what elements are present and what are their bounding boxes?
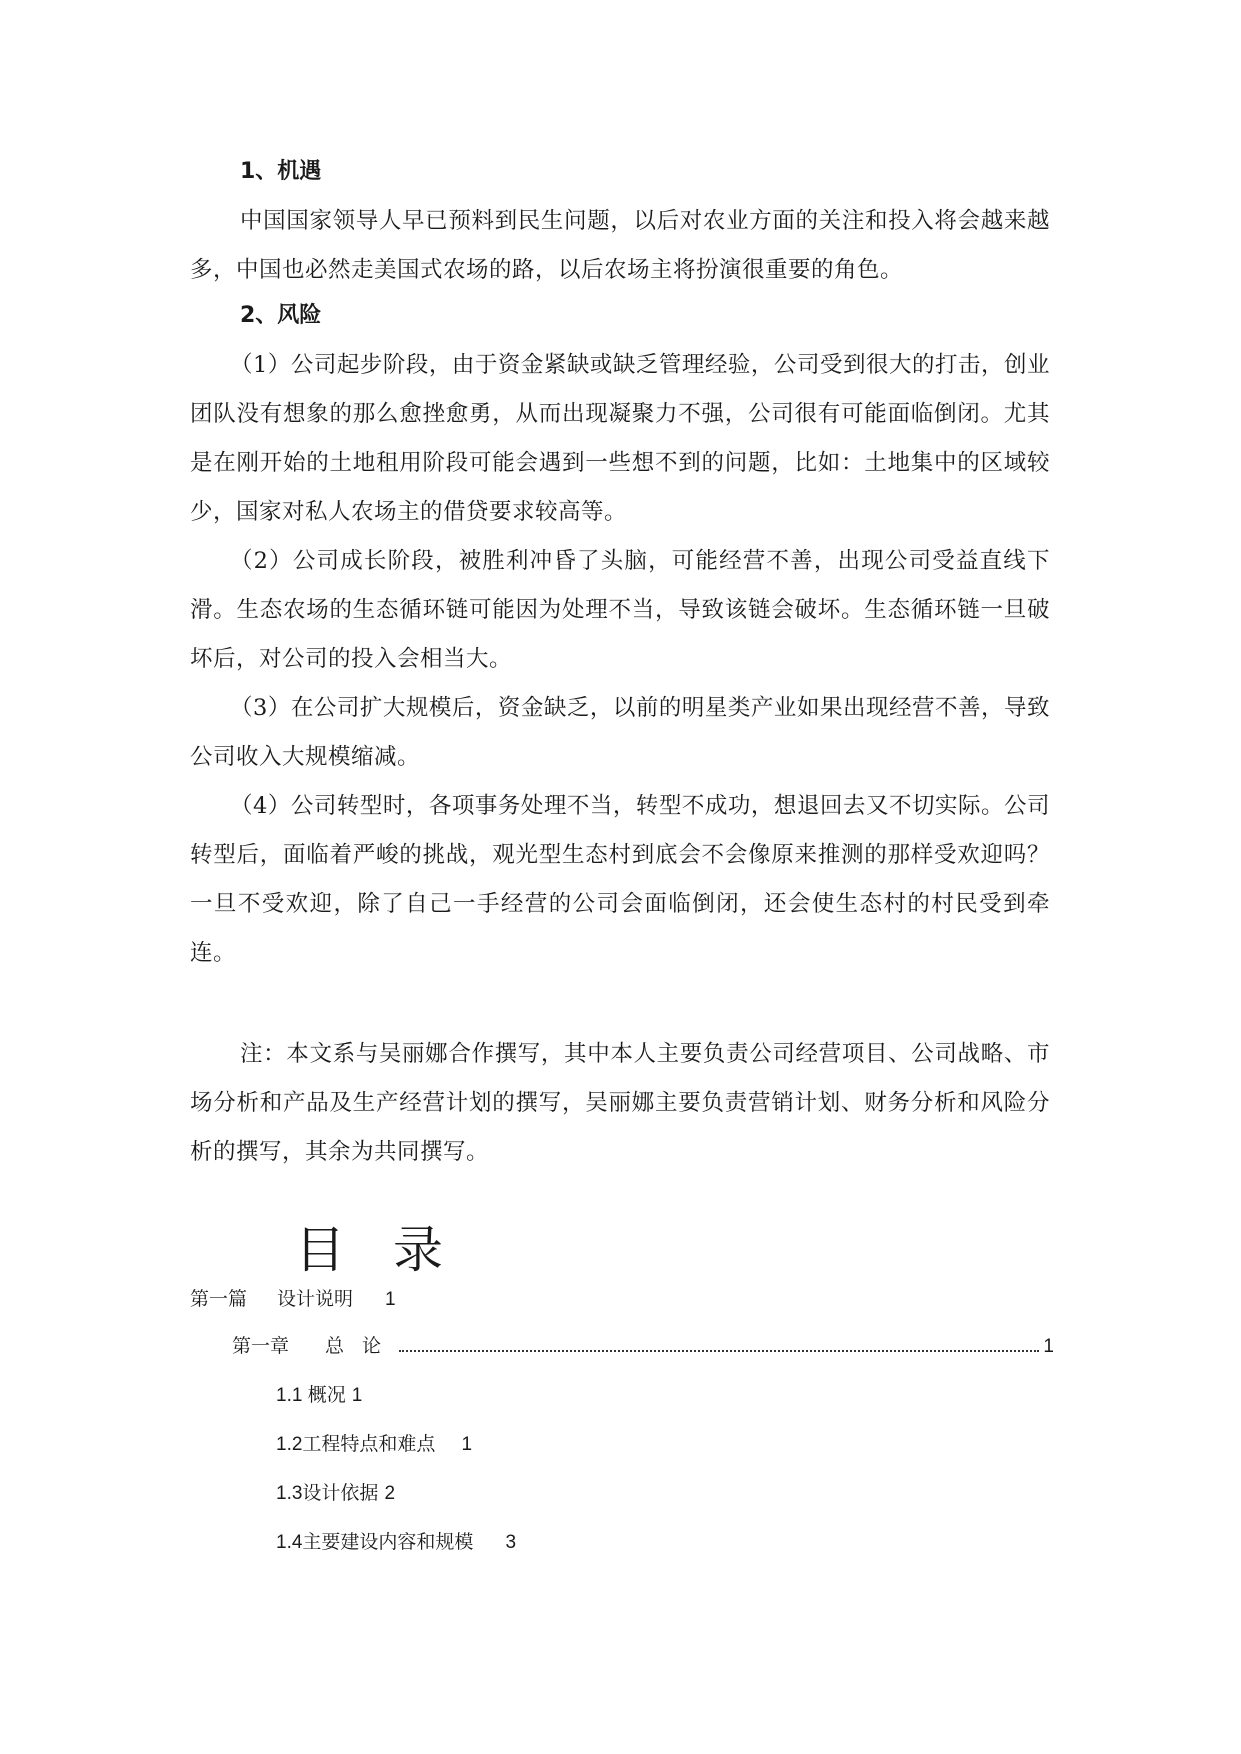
authorship-note: 注：本文系与吴丽娜合作撰写，其中本人主要负责公司经营项目、公司战略、市场分析和产品及生产经营计划的撰写，吴丽娜主要负责营销计划、财务分析和风险分析的撰写，其余为共同撰写。 bbox=[190, 1041, 1050, 1165]
toc-entry-part[interactable] bbox=[190, 1287, 396, 1313]
toc-entry-section[interactable] bbox=[276, 1481, 395, 1507]
paragraph-risk-4: （4）公司转型时，各项事务处理不当，转型不成功，想退回去又不切实际。公司转型后，面临着严峻的挑战，观光型生态村到底会不会像原来推测的那样受欢迎吗？一旦不受欢迎，除了自己一手经营的公司会面临倒闭，还会使生态村的村民受到牵连。 bbox=[190, 793, 1050, 966]
paragraph-risk-3: （3）在公司扩大规模后，资金缺乏，以前的明星类产业如果出现经营不善，导致公司收入大规模缩减。 bbox=[190, 695, 1050, 770]
toc-part-page: 1 bbox=[385, 1289, 396, 1310]
section-heading-risk: 2、风险 bbox=[240, 303, 322, 328]
toc-section-page: 1 bbox=[351, 1385, 363, 1406]
section-heading-opportunity: 1、机遇 bbox=[240, 159, 322, 184]
toc-part-number: 第一篇 bbox=[190, 1289, 248, 1310]
paragraph-opportunity: 中国国家领导人早已预料到民生问题，以后对农业方面的关注和投入将会越来越多，中国也必然走美国式农场的路，以后农场主将扮演很重要的角色。 bbox=[190, 208, 1050, 283]
body-content bbox=[190, 155, 1050, 1177]
toc-entry-section[interactable] bbox=[276, 1432, 472, 1458]
paragraph-risk-1: （1）公司起步阶段，由于资金紧缺或缺乏管理经验，公司受到很大的打击，创业团队没有想象的那么愈挫愈勇，从而出现凝聚力不强，公司很有可能面临倒闭。尤其是在刚开始的土地租用阶段可能会遇到一些想不到的问题，比如：土地集中的区域较少，国家对私人农场主的借贷要求较高等。 bbox=[190, 352, 1050, 525]
toc-title: 目录 bbox=[295, 1221, 491, 1279]
toc-section-page: 1 bbox=[461, 1434, 473, 1455]
toc-section-number: 1.4 bbox=[276, 1532, 303, 1553]
toc-entry-chapter[interactable] bbox=[232, 1334, 1054, 1360]
toc-section-number: 1.3 bbox=[276, 1483, 303, 1504]
toc-part-title: 设计说明 bbox=[277, 1289, 354, 1310]
toc-chapter-title: 总论 bbox=[325, 1336, 400, 1357]
toc-section-title: 设计依据 bbox=[302, 1483, 379, 1504]
toc-section-page: 2 bbox=[384, 1483, 396, 1504]
toc-section-title: 概况 bbox=[302, 1385, 346, 1406]
toc-section-title: 工程特点和难点 bbox=[302, 1434, 436, 1455]
toc-entry-section[interactable] bbox=[276, 1383, 362, 1409]
toc-section-title: 主要建设内容和规模 bbox=[302, 1532, 474, 1553]
toc-dot-leader bbox=[399, 1350, 1039, 1352]
toc-section-number: 1.2 bbox=[276, 1434, 303, 1455]
toc-section-page: 3 bbox=[505, 1532, 517, 1553]
toc-chapter-page: 1 bbox=[1043, 1336, 1054, 1357]
toc-entry-section[interactable] bbox=[276, 1530, 516, 1556]
toc-section-number: 1.1 bbox=[276, 1385, 303, 1406]
paragraph-risk-2: （2）公司成长阶段，被胜利冲昏了头脑，可能经营不善，出现公司受益直线下滑。生态农场的生态循环链可能因为处理不当，导致该链会破坏。生态循环链一旦破坏后，对公司的投入会相当大。 bbox=[190, 548, 1050, 672]
toc-chapter-number: 第一章 bbox=[232, 1336, 290, 1357]
